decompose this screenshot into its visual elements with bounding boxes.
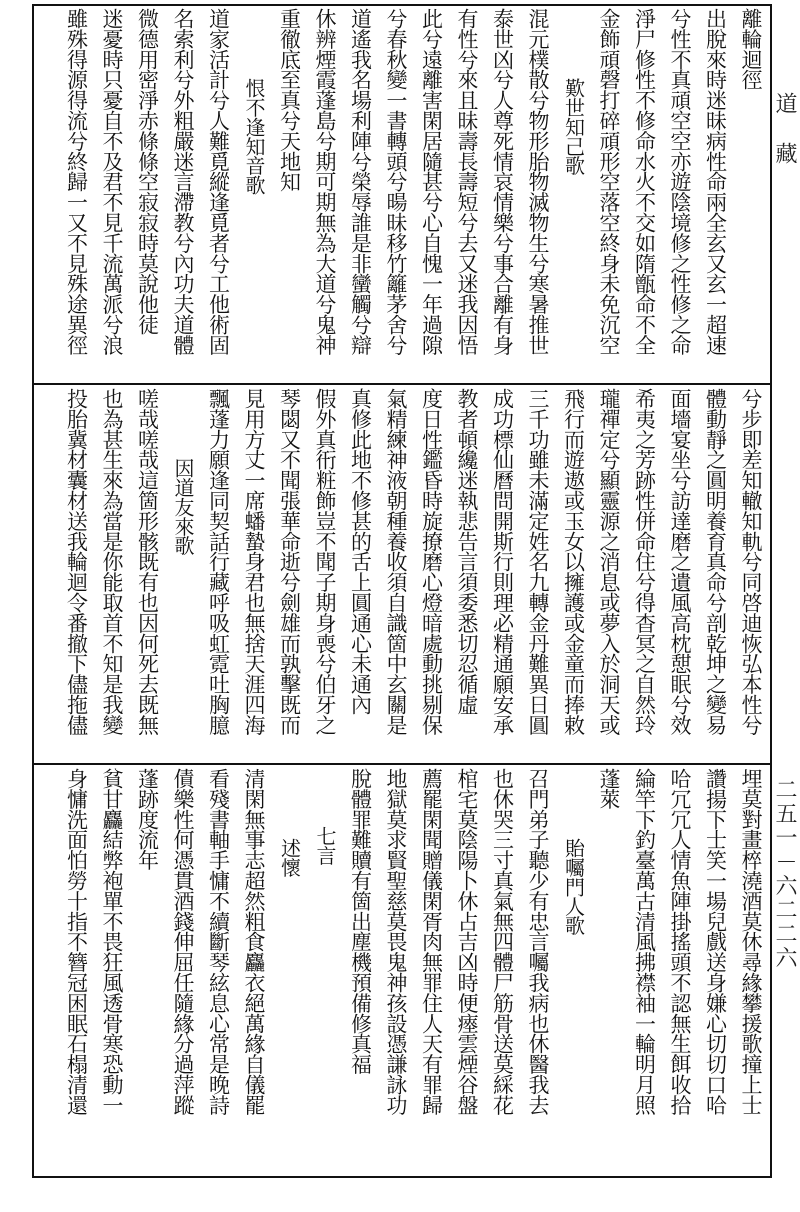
text-column: 迷憂時只憂自不及君不見千流萬派兮浪	[100, 8, 124, 355]
text-column: 也為甚生來為當是你能取首不知是我變	[100, 388, 124, 735]
text-column: 飛行而遊遨或玉女以擁護或金童而捧敕	[561, 388, 586, 735]
text-column: 名索利兮外粗嚴迷言滯教兮內功夫道體	[171, 8, 195, 355]
text-column: 看殘書軸手慵不續斷琴絃息心常是晚詩	[206, 768, 231, 1115]
text-column: 休辨煙霞蓬島兮期可期無為大道兮鬼神	[313, 8, 337, 355]
text-column: 貧甘麤結弊袍單不畏狂風透骨寒恐動一	[100, 768, 124, 1115]
text-column: 嗟哉嗟哉這箇形骸既有也因何死去既無	[135, 388, 160, 735]
text-column: 召門弟子聽少有忠言囑我病也休醫我去	[526, 768, 550, 1115]
text-panel-middle	[36, 388, 768, 760]
text-column: 成功標仙曆問開斯行則理必精通願安承	[490, 388, 515, 735]
text-column: 綸竿下釣臺萬古清風拂襟袖一輪明月照	[632, 768, 657, 1115]
text-column: 脫體罪難贖有箇出塵機預備修真福	[348, 768, 373, 1075]
text-column: 三千功雖未滿定姓名九轉金丹難異日圓	[526, 388, 550, 735]
text-column: 有性兮來且昧壽長壽短兮去又迷我因悟	[455, 8, 479, 355]
text-column: 教者頓纔迷執悲告言須委悉切忍循虛	[455, 388, 479, 715]
text-column: 讚揚下士笑一場兒戲送身嫌心切切口哈	[703, 768, 728, 1115]
text-column: 離輪迴徑	[739, 8, 763, 90]
text-column: 真修此地不修甚的舌上圓通心未通內	[348, 388, 373, 715]
text-column: 薦罷閑聞贈儀閑胥肉無罪住人天有罪歸	[419, 768, 444, 1115]
page-number: 二五一－六二二六	[772, 778, 797, 970]
text-panel-bottom	[36, 768, 768, 1174]
text-column: 投胎冀材囊材送我輪迴令番撤下儘拖儘	[64, 388, 89, 735]
text-column: 淨尸修性不修命水火不交如隋甑命不全	[632, 8, 657, 355]
text-column: 混元樸散兮物形胎物滅物生兮寒暑推世	[526, 8, 550, 355]
text-column: 泰世凶兮人尊死情哀情樂兮事合離有身	[490, 8, 515, 355]
text-column: 面墻宴坐兮訪達磨之遺風高枕憇眠兮效	[668, 388, 692, 735]
text-column: 希夷之芳跡性併命住兮得杳冥之自然玲	[632, 388, 657, 735]
text-column: 飄蓬力願逢同契話行藏呼吸虹霓吐胸臆	[206, 388, 231, 735]
text-column: 債樂性何憑貫酒錢伸屈任隨緣分過萍蹤	[171, 768, 195, 1115]
text-column: 琴閟又不聞張華命逝兮劍雄而孰擊既而	[277, 388, 302, 735]
text-column: 地獄莫求賢聖慈莫畏鬼神孩設憑謙詠功	[384, 768, 408, 1115]
poem-title: 因道友來歌	[171, 458, 195, 556]
text-column: 清閑無事志超然粗食麤衣絕萬緣自儀罷	[242, 768, 266, 1115]
text-column: 兮春秋變一書轉頭兮暘昧移竹籬茅舍兮	[384, 8, 408, 355]
text-column: 重徹底至真兮天地知	[277, 8, 302, 192]
poem-title: 歎世知己歌	[561, 78, 586, 176]
text-column: 金飾頑磬打碎頑形空落空終身未免沉空	[597, 8, 621, 355]
text-column: 見用方丈一席蟠蟄身君也無捨天涯四海	[242, 388, 266, 735]
text-column: 棺宅莫陰陽卜休占吉凶時便瘞雲煙谷盤	[455, 768, 479, 1115]
text-column: 蓬萊	[597, 768, 621, 809]
text-column: 度日性鑑昏時旋撩磨心燈暗處動挑剔保	[419, 388, 444, 735]
poem-title: 述懷	[277, 838, 302, 877]
section-heading: 七言	[313, 826, 337, 865]
text-column: 埋莫對畫椊澆酒莫休尋緣攀援歌撞上士	[739, 768, 763, 1115]
text-column: 氣精練神液朝種養收須自識箇中玄關是	[384, 388, 408, 735]
book-title-side-label: 道藏	[772, 92, 797, 192]
text-column: 蓬跡度流年	[135, 768, 160, 871]
text-column: 此兮遠離害閑居隨甚兮心自愧一年過隙	[419, 8, 444, 355]
text-column: 身慵洗面怕勞十指不簪冠困眠石榻清還	[64, 768, 89, 1115]
text-column: 道家活計兮人難覓縱逢覓者兮工他術固	[206, 8, 231, 355]
text-column: 微德用密淨赤條條空寂寂時莫說他徒	[135, 8, 160, 335]
panel-divider-2	[34, 763, 770, 765]
text-column: 兮步即差知轍知軌兮同啓迪恢弘本性兮	[739, 388, 763, 735]
poem-title: 貽囑門人歌	[561, 838, 586, 936]
panel-divider-1	[34, 383, 770, 385]
text-column: 出脫來時迷昧病性命兩全玄又玄一超速	[703, 8, 728, 355]
text-column: 假外真衎粧飾豈不聞子期身喪兮伯牙之	[313, 388, 337, 735]
text-column: 哈冗冗人情魚陣掛搖頭不認無生餌收拾	[668, 768, 692, 1115]
text-column: 體動靜之圓明養育真命兮剖乾坤之變易	[703, 388, 728, 735]
text-column: 道遙我名場利陣兮榮辱誰是非蠻觸兮辯	[348, 8, 373, 355]
text-column: 雖殊得源得流兮終歸一又不見殊途異徑	[64, 8, 89, 355]
text-column: 瓏禪定兮顯靈源之消息或夢入於洞天或	[597, 388, 621, 735]
text-column: 也休哭三寸真氣無四體尸筋骨送莫綵花	[490, 768, 515, 1115]
text-column: 兮性不真頑空空亦遊陰境修之性修之命	[668, 8, 692, 355]
text-panel-top	[36, 8, 768, 380]
poem-title: 恨不逢知音歌	[242, 78, 266, 195]
